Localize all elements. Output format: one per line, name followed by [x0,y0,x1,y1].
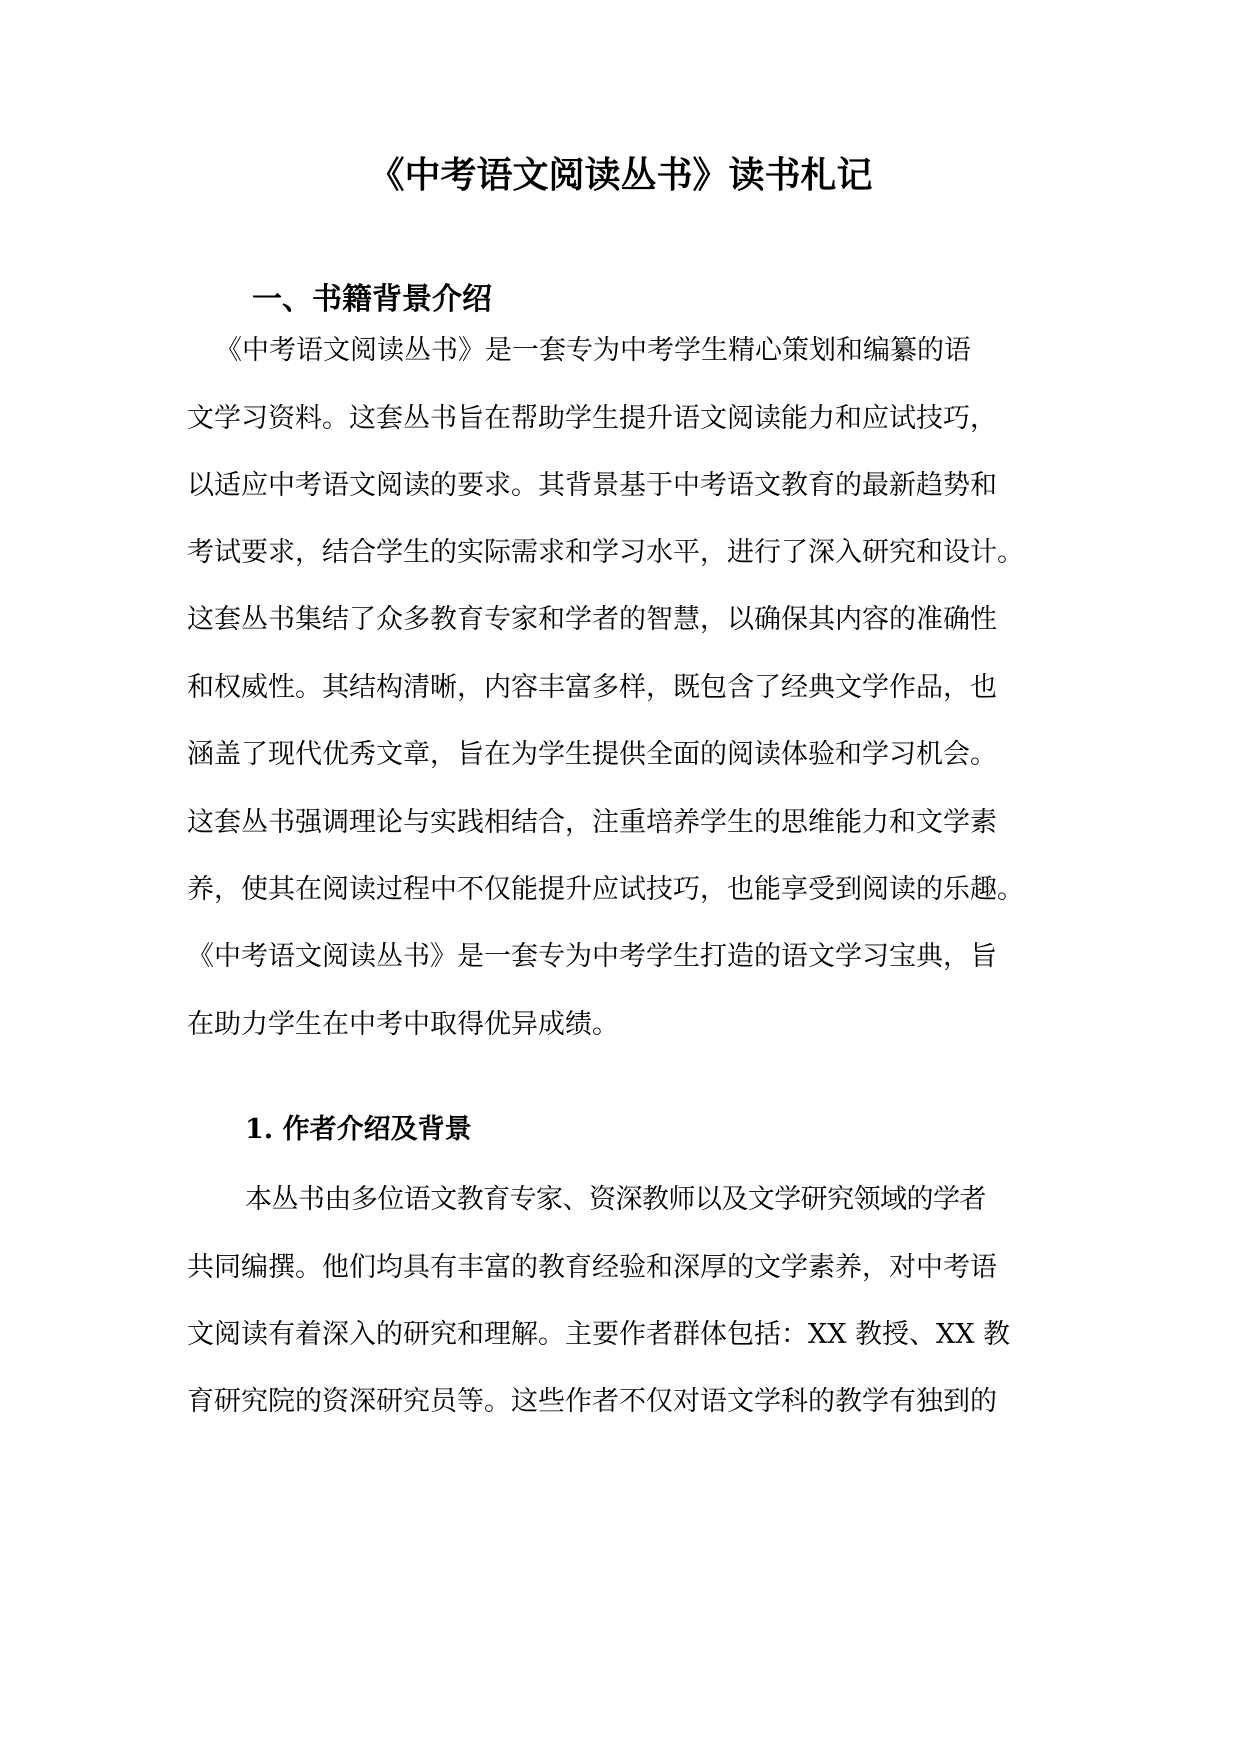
paragraph-line: 育研究院的资深研究员等。这些作者不仅对语文学科的教学有独到的 [187,1386,997,1417]
paragraph-line: 和权威性。其结构清晰，内容丰富多样，既包含了经典文学作品，也 [187,672,997,703]
document-title: 《中考语文阅读丛书》读书札记 [368,154,873,196]
paragraph-line: 文学习资料。这套丛书旨在帮助学生提升语文阅读能力和应试技巧， [187,403,997,434]
paragraph-line: 《中考语文阅读丛书》是一套专为中考学生精心策划和编纂的语 [215,335,971,366]
paragraph-line: 这套丛书强调理论与实践相结合，注重培养学生的思维能力和文学素 [187,807,997,838]
paragraph-line: 共同编撰。他们均具有丰富的教育经验和深厚的文学素养，对中考语 [187,1252,997,1283]
paragraph-line: 养，使其在阅读过程中不仅能提升应试技巧，也能享受到阅读的乐趣。 [187,874,1024,905]
section-heading-background: 一、书籍背景介绍 [252,282,492,317]
paragraph-line: 涵盖了现代优秀文章，旨在为学生提供全面的阅读体验和学习机会。 [187,739,997,770]
paragraph-line: 考试要求，结合学生的实际需求和学习水平，进行了深入研究和设计。 [187,537,1024,568]
paragraph-line: 文阅读有着深入的研究和理解。主要作者群体包括：XX 教授、XX 教 [187,1319,1011,1350]
paragraph-line: 在助力学生在中考中取得优异成绩。 [187,1009,619,1040]
paragraph-line: 以适应中考语文阅读的要求。其背景基于中考语文教育的最新趋势和 [187,470,997,501]
paragraph-line: 本丛书由多位语文教育专家、资深教师以及文学研究领域的学者 [245,1184,986,1215]
paragraph-line: 这套丛书集结了众多教育专家和学者的智慧，以确保其内容的准确性 [187,604,997,635]
subsection-heading-author: 1. 作者介绍及背景 [245,1114,472,1145]
paragraph-line: 《中考语文阅读丛书》是一套专为中考学生打造的语文学习宝典，旨 [187,941,997,972]
